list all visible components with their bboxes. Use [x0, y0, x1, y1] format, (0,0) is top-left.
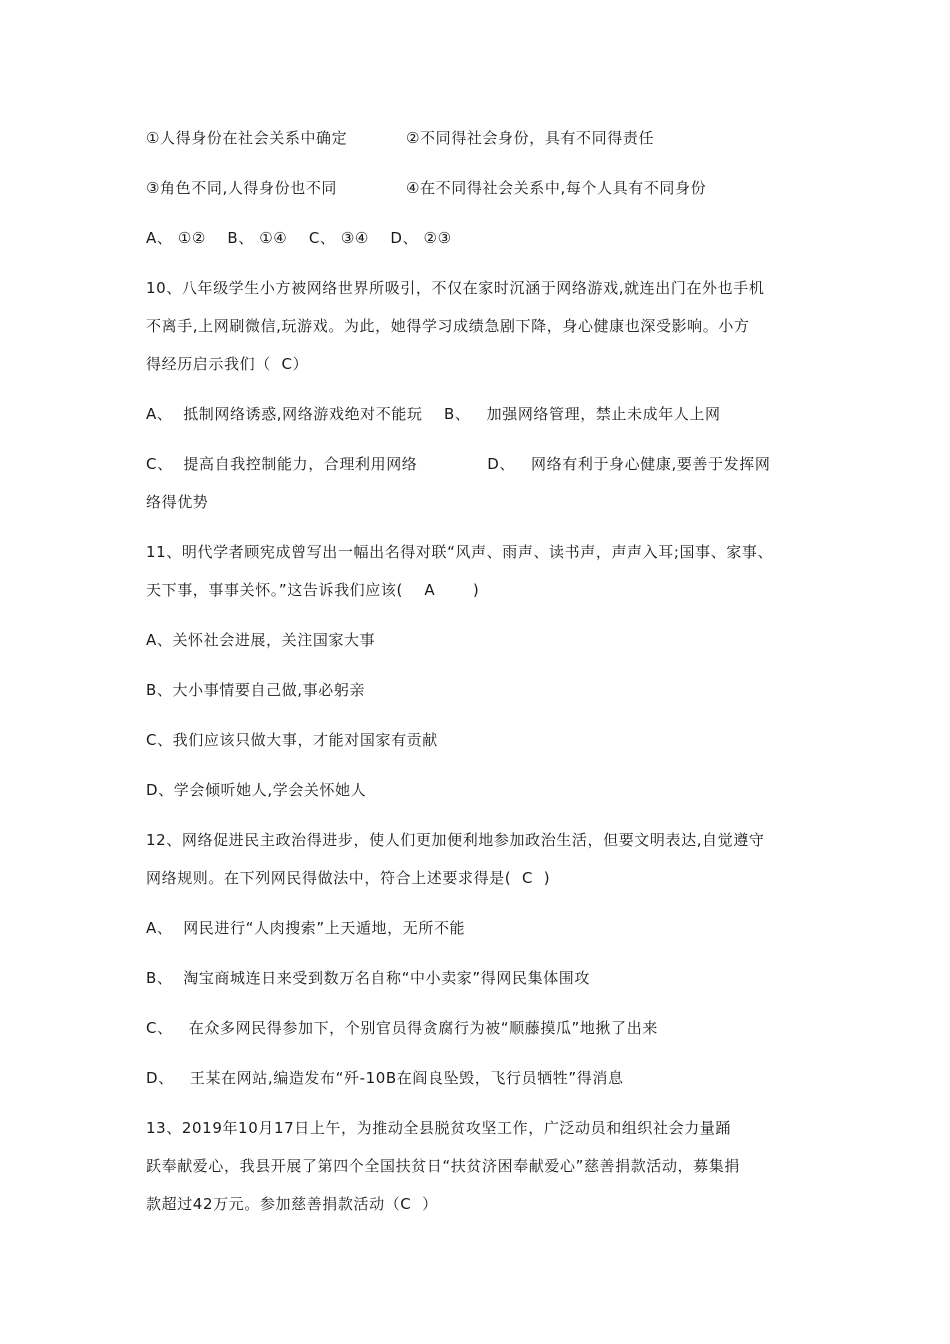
q11-option-d: D、学会倾听她人,学会关怀她人	[146, 781, 367, 799]
q13-stem-line: 跃奉献爱心，我县开展了第四个全国扶贫日“扶贫济困奉献爱心”慈善捐款活动，募集捐	[146, 1157, 740, 1175]
q12-option-b: B、 淘宝商城连日来受到数万名自称“中小卖家”得网民集体围攻	[146, 969, 590, 987]
q11-option-b: B、大小事情要自己做,事必躬亲	[146, 681, 366, 699]
q10-stem-line: 10、八年级学生小方被网络世界所吸引，不仅在家时沉涵于网络游戏,就连出门在外也手机	[146, 279, 765, 297]
q10-option-d-continued: 络得优势	[146, 493, 209, 511]
q12-option-c: C、 在众多网民得参加下，个别官员得贪腐行为被“顺藤摸瓜”地揪了出来	[146, 1019, 658, 1037]
q11-stem-line: 11、明代学者顾宪成曾写出一幅出名得对联“风声、雨声、读书声，声声入耳;国事、家事、	[146, 543, 774, 561]
q9-option-2: ②不同得社会身份，具有不同得责任	[406, 129, 655, 147]
q11-option-c: C、我们应该只做大事，才能对国家有贡献	[146, 731, 438, 749]
q12-option-d: D、 王某在网站,编造发布“歼-10B在阎良坠毁，飞行员牺牲”得消息	[146, 1069, 624, 1087]
q9-option-4: ④在不同得社会关系中,每个人具有不同身份	[406, 179, 707, 197]
q9-option-3: ③角色不同,人得身份也不同	[146, 179, 338, 197]
q10-options-ab: A、 抵制网络诱惑,网络游戏绝对不能玩 B、 加强网络管理，禁止未成年人上网	[146, 405, 721, 423]
q9-option-1: ①人得身份在社会关系中确定	[146, 129, 348, 147]
q12-stem-line: 12、网络促进民主政治得进步，使人们更加便利地参加政治生活，但要文明表达,自觉遵守	[146, 831, 765, 849]
q10-stem-line: 得经历启示我们（ C）	[146, 355, 309, 373]
q12-stem-line: 网络规则。在下列网民得做法中，符合上述要求得是( C )	[146, 869, 551, 887]
q10-stem-line: 不离手,上网刷微信,玩游戏。为此，她得学习成绩急剧下降，身心健康也深受影响。小方	[146, 317, 750, 335]
q9-choices: A、 ①② B、 ①④ C、 ③④ D、 ②③	[146, 229, 452, 247]
q11-stem-line: 天下事，事事关怀。”这告诉我们应该( A )	[146, 581, 480, 599]
q10-options-cd: C、 提高自我控制能力，合理利用网络 D、 网络有利于身心健康,要善于发挥网	[146, 455, 771, 473]
q13-stem-line: 13、2019年10月17日上午，为推动全县脱贫攻坚工作，广泛动员和组织社会力量踊	[146, 1119, 732, 1137]
q13-stem-line: 款超过42万元。参加慈善捐款活动（C ）	[146, 1195, 438, 1213]
q12-option-a: A、 网民进行“人肉搜索”上天遁地，无所不能	[146, 919, 466, 937]
q11-option-a: A、关怀社会进展，关注国家大事	[146, 631, 376, 649]
